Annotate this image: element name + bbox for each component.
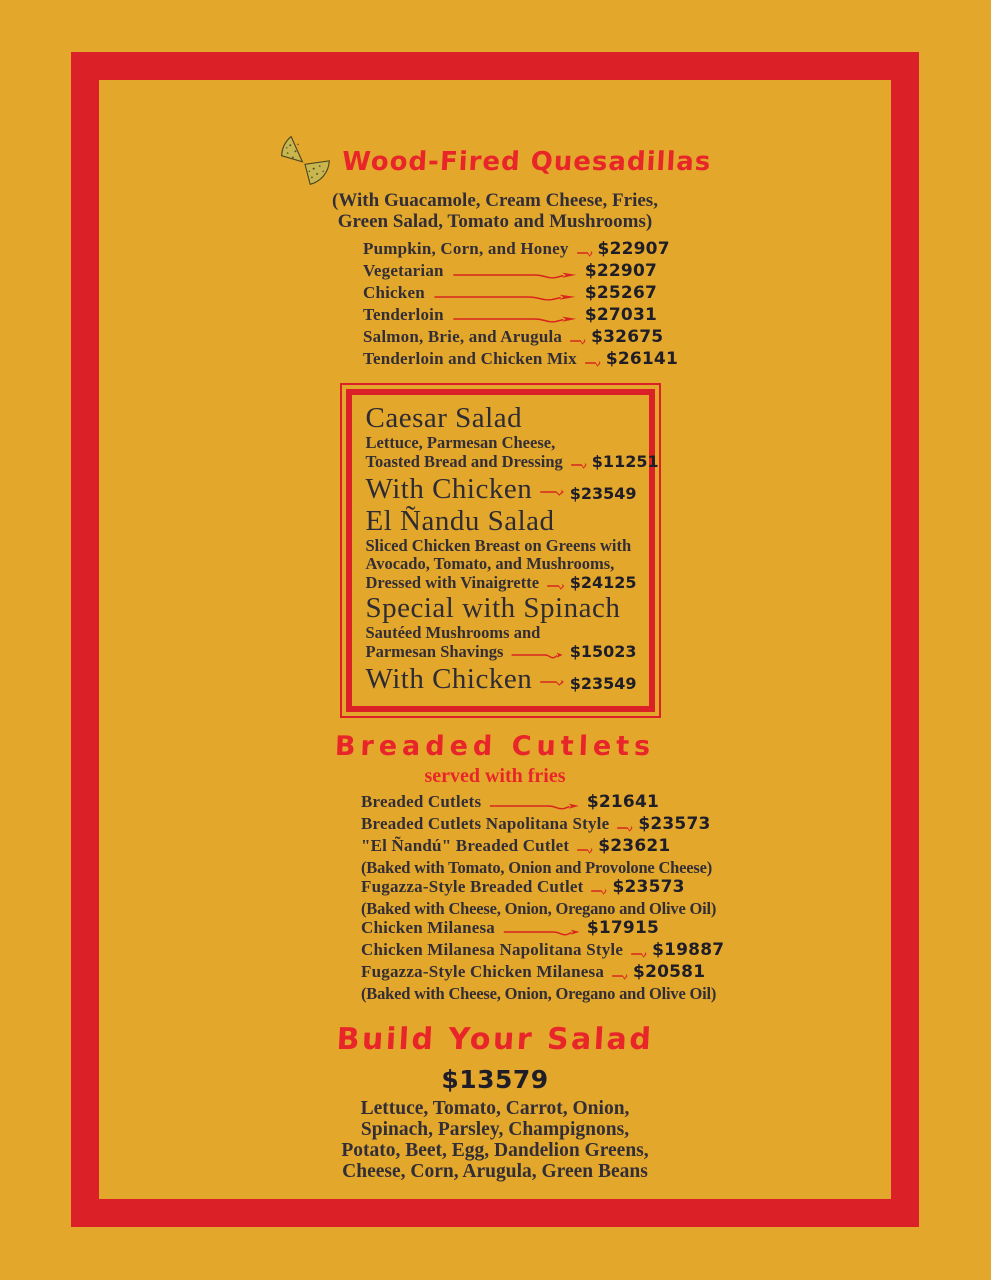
cutlets-subtitle: served with fries: [424, 765, 566, 787]
salad-desc-price-row: [366, 642, 637, 662]
menu-item-row: [363, 327, 664, 349]
section-cutlets: [99, 718, 891, 1003]
ingredients-line: Spinach, Parsley, Champignons,: [360, 1119, 630, 1140]
salad-price: $24125: [569, 573, 637, 592]
build-salad-title: Build Your Salad: [335, 1022, 655, 1057]
leader-squiggle-icon: [577, 844, 593, 856]
menu-item-row: [361, 918, 659, 940]
menu-item-row: [363, 283, 657, 305]
item-name: Chicken Milanesa: [361, 918, 496, 937]
item-price: $25267: [584, 283, 657, 303]
item-name: Fugazza-Style Chicken Milanesa: [361, 962, 605, 981]
item-name: Breaded Cutlets: [361, 792, 482, 811]
salad-desc: Parmesan Shavings: [365, 642, 504, 661]
salad-heading: El Ñandu Salad: [365, 505, 555, 537]
quesadillas-title-row: [99, 136, 891, 188]
item-name: "El Ñandú" Breaded Cutlet: [361, 836, 570, 855]
salad-price: $23549: [569, 483, 637, 503]
item-name: Vegetarian: [363, 261, 444, 280]
cutlets-title: Breaded Cutlets: [334, 731, 656, 762]
salad-heading: With Chicken: [365, 473, 533, 505]
leader-squiggle-icon: [547, 580, 565, 592]
salad-desc: Dressed with Vinaigrette: [365, 573, 540, 592]
item-name: Tenderloin and Chicken Mix: [363, 349, 577, 368]
menu-item-row: [361, 962, 706, 984]
menu-item-row: [361, 814, 711, 836]
item-price: $32675: [591, 327, 664, 347]
salad-desc-price-row: [365, 452, 659, 472]
item-price: $22907: [584, 261, 657, 281]
leader-squiggle-icon: [570, 335, 586, 347]
salad-heading: Caesar Salad: [365, 402, 523, 434]
menu-item-row: [363, 239, 670, 261]
item-name: Salmon, Brie, and Arugula: [363, 327, 563, 346]
item-name: Breaded Cutlets Napolitana Style: [361, 814, 610, 833]
menu-item-row: [363, 305, 657, 327]
salad-desc: Sautéed Mushrooms and: [365, 623, 541, 642]
quesadilla-icon: [278, 134, 332, 191]
quesadillas-subtitle-line2: Green Salad, Tomato and Mushrooms): [337, 211, 653, 232]
menu-item-row: [361, 940, 725, 962]
salads-box: [340, 383, 661, 718]
leader-squiggle-icon: [503, 926, 582, 938]
leader-squiggle-icon: [585, 357, 601, 369]
salad-desc: Lettuce, Parmesan Cheese,: [365, 433, 556, 452]
menu-item-row: [363, 261, 657, 283]
item-price: $22907: [597, 239, 670, 259]
item-price: $17915: [586, 918, 659, 938]
ingredients-line: Lettuce, Tomato, Carrot, Onion,: [360, 1098, 630, 1119]
quesadillas-title: Wood-Fired Quesadillas: [341, 147, 713, 177]
red-frame: [71, 52, 919, 1227]
item-name: Tenderloin: [363, 305, 444, 324]
build-salad-price: $13579: [441, 1065, 549, 1094]
leader-squiggle-icon: [433, 291, 580, 303]
item-note: (Baked with Cheese, Onion, Oregano and Olive Oil): [361, 899, 717, 918]
salad-heading-price-row: [366, 662, 637, 696]
quesadillas-subtitle-line1: (With Guacamole, Cream Cheese, Fries,: [332, 190, 658, 211]
leader-squiggle-icon: [631, 948, 647, 960]
build-salad-ingredients: [99, 1098, 891, 1182]
item-price: $23573: [612, 877, 685, 897]
salad-heading: Special with Spinach: [365, 592, 621, 624]
leader-squiggle-icon: [511, 649, 564, 661]
leader-squiggle-icon: [571, 459, 587, 471]
cutlets-item-list: [361, 792, 725, 1003]
menu-item-row: [361, 836, 671, 858]
item-price: $23621: [598, 836, 671, 856]
salad-price: $11251: [591, 452, 659, 471]
leader-squiggle-icon: [540, 486, 564, 498]
item-name: Pumpkin, Corn, and Honey: [363, 239, 569, 258]
item-price: $27031: [584, 305, 657, 325]
salad-heading-price-row: [366, 472, 637, 506]
leader-squiggle-icon: [452, 313, 580, 325]
item-price: $21641: [586, 792, 659, 812]
ingredients-line: Potato, Beet, Egg, Dandelion Greens,: [341, 1140, 649, 1161]
item-name: Fugazza-Style Breaded Cutlet: [361, 877, 584, 896]
leader-squiggle-icon: [612, 970, 628, 982]
item-price: $26141: [605, 349, 678, 369]
salads-box-inner: [346, 389, 659, 712]
salad-price: $15023: [569, 642, 637, 661]
salad-desc: Avocado, Tomato, and Mushrooms,: [365, 554, 615, 573]
item-note: (Baked with Cheese, Onion, Oregano and Olive Oil): [361, 984, 717, 1003]
item-price: $20581: [633, 962, 706, 982]
menu-inner: [99, 80, 891, 1199]
quesadillas-subtitle: [99, 190, 891, 232]
salad-price: $23549: [569, 673, 637, 693]
item-name: Chicken Milanesa Napolitana Style: [361, 940, 624, 959]
salad-desc: Sliced Chicken Breast on Greens with: [365, 536, 632, 555]
leader-squiggle-icon: [540, 676, 564, 688]
section-quesadillas: [99, 80, 891, 371]
menu-item-row: [361, 792, 659, 814]
leader-squiggle-icon: [591, 885, 607, 897]
item-price: $23573: [638, 814, 711, 834]
section-build-salad: [99, 1003, 891, 1182]
salad-heading: With Chicken: [365, 663, 533, 695]
ingredients-line: Cheese, Corn, Arugula, Green Beans: [342, 1161, 648, 1182]
quesadillas-item-list: [363, 239, 678, 371]
menu-item-row: [363, 349, 678, 371]
leader-squiggle-icon: [489, 800, 582, 812]
item-name: Chicken: [363, 283, 425, 302]
leader-squiggle-icon: [577, 247, 593, 259]
leader-squiggle-icon: [617, 822, 633, 834]
menu-item-row: [361, 877, 685, 899]
item-note: (Baked with Tomato, Onion and Provolone Cheese): [361, 858, 713, 877]
leader-squiggle-icon: [452, 269, 580, 281]
salad-desc: Toasted Bread and Dressing: [365, 452, 563, 471]
item-price: $19887: [652, 940, 725, 960]
salad-desc-price-row: [366, 573, 637, 593]
